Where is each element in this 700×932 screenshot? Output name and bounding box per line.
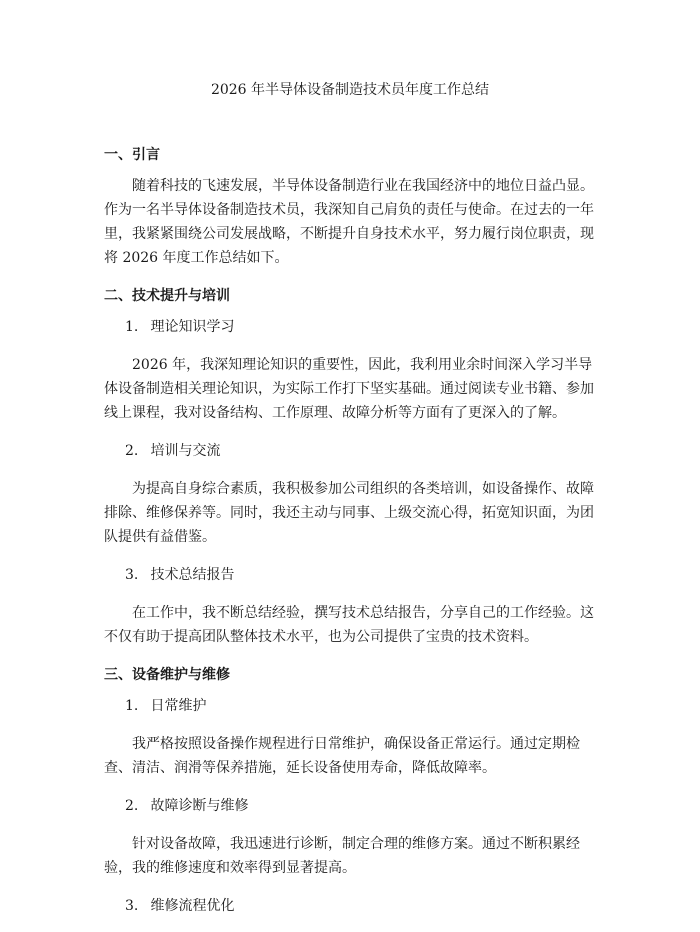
- subheading-daily: [125, 694, 604, 718]
- daily-paragraph: 我严格按照设备操作规程进行日常维护，确保设备正常运行。通过定期检查、清洁、润滑等保养措施，延长设备使用寿命，降低故障率。: [104, 736, 580, 776]
- subheading-label: 培训与交流: [150, 443, 221, 459]
- subheading-label: 维修流程优化: [150, 898, 235, 914]
- section-heading-intro: 一、引言: [104, 147, 160, 163]
- section-heading-maintenance: 三、设备维护与维修: [104, 667, 230, 683]
- subheading-training: [125, 439, 604, 463]
- document-title: 2026 年半导体设备制造技术员年度工作总结: [210, 82, 490, 98]
- subheading-label: 日常维护: [150, 698, 207, 714]
- subheading-diagnosis: [125, 794, 604, 818]
- theory-paragraph: 2026 年，我深知理论知识的重要性，因此，我利用业余时间深入学习半导体设备制造相关理论知识，为实际工作打下坚实基础。通过阅读专业书籍、参加线上课程，我对设备结构、工作原理、故障分析等方面有了更深入的了解。: [104, 357, 594, 421]
- report-paragraph: 在工作中，我不断总结经验，撰写技术总结报告，分享自己的工作经验。这不仅有助于提高团队整体技术水平，也为公司提供了宝贵的技术资料。: [104, 605, 594, 645]
- subheading-process: [125, 894, 604, 918]
- subheading-label: 故障诊断与维修: [150, 798, 249, 814]
- subheading-number: 2.: [125, 443, 139, 459]
- document-body: [104, 143, 604, 932]
- subheading-theory: [125, 315, 604, 339]
- subheading-number: 2.: [125, 798, 139, 814]
- training-paragraph: 为提高自身综合素质，我积极参加公司组织的各类培训，如设备操作、故障排除、维修保养等。同时，我还主动与同事、上级交流心得，拓宽知识面，为团队提供有益借鉴。: [104, 481, 594, 545]
- subheading-number: 3.: [125, 567, 139, 583]
- subheading-label: 技术总结报告: [150, 567, 235, 583]
- subheading-number: 1.: [125, 698, 139, 714]
- subheading-report: [125, 563, 604, 587]
- subheading-label: 理论知识学习: [150, 319, 235, 335]
- intro-paragraph: 随着科技的飞速发展，半导体设备制造行业在我国经济中的地位日益凸显。作为一名半导体设备制造技术员，我深知自己肩负的责任与使命。在过去的一年里，我紧紧围绕公司发展战略，不断提升自身技术水平，努力履行岗位职责，现将 2026 年度工作总结如下。: [104, 178, 594, 266]
- subheading-number: 3.: [125, 898, 139, 914]
- diagnosis-paragraph: 针对设备故障，我迅速进行诊断，制定合理的维修方案。通过不断积累经验，我的维修速度和效率得到显著提高。: [104, 836, 580, 876]
- section-heading-tech: 二、技术提升与培训: [104, 288, 230, 304]
- subheading-number: 1.: [125, 319, 139, 335]
